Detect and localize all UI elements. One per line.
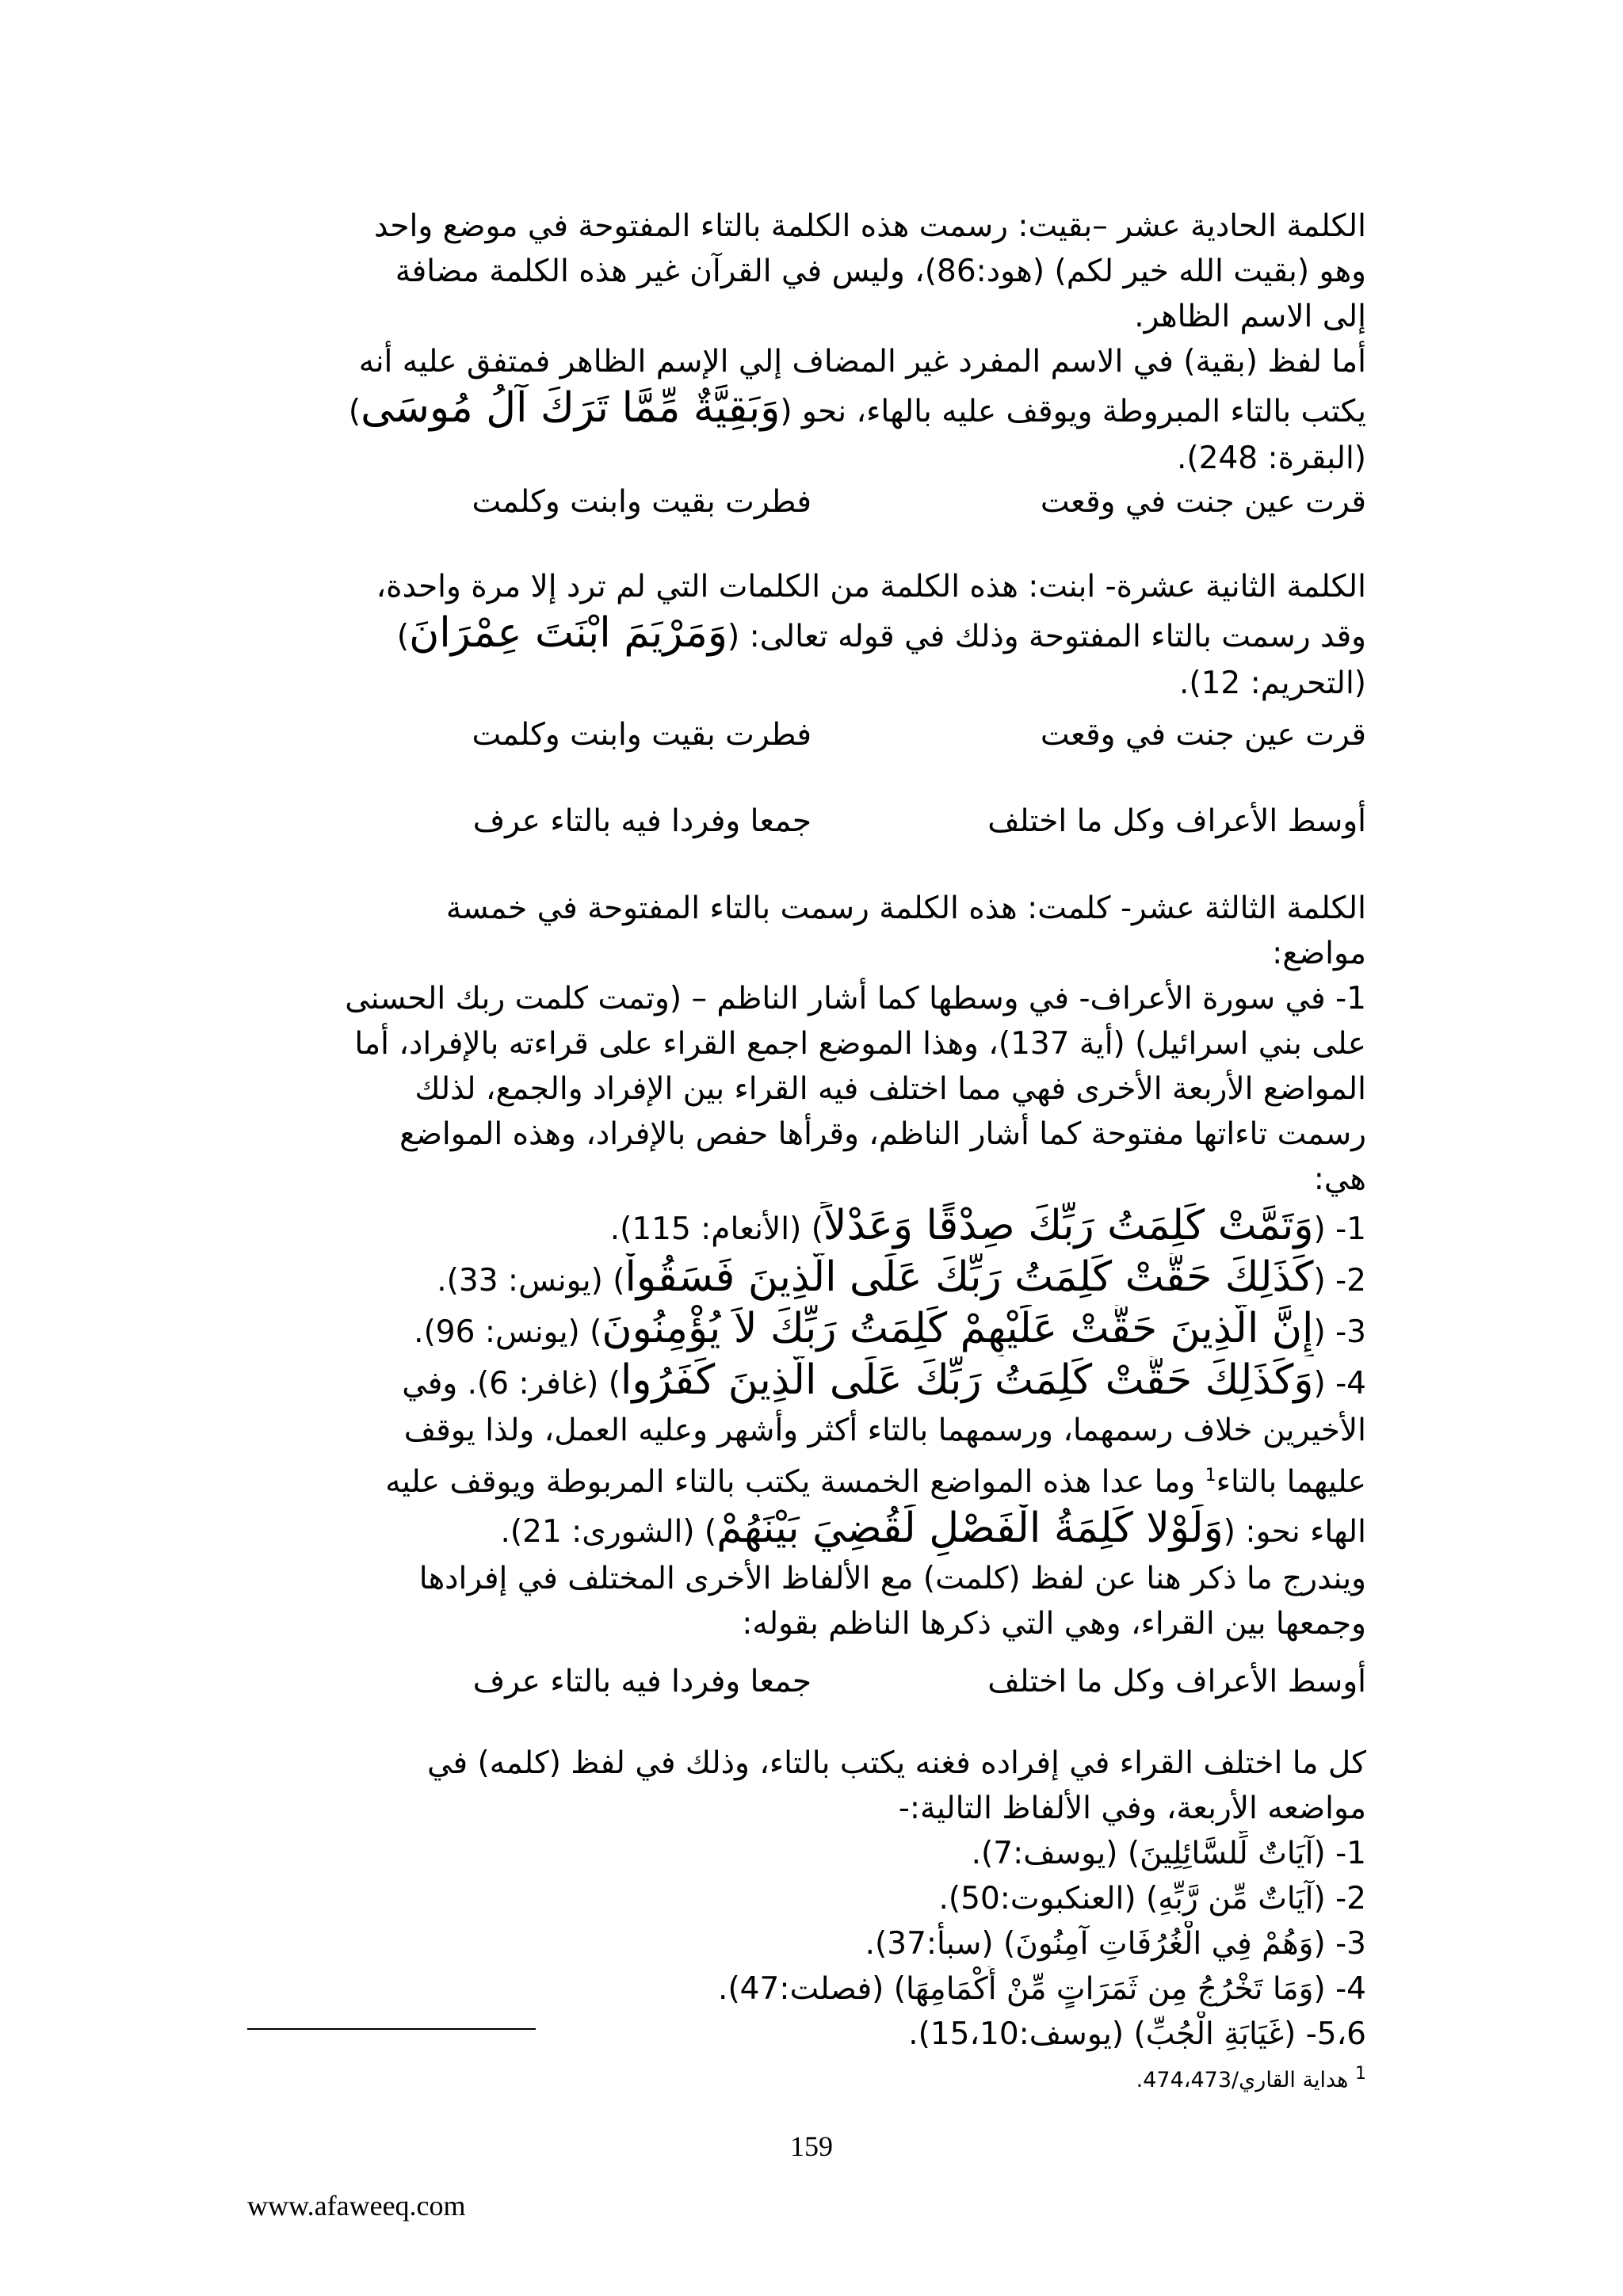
text-line: الكلمة الثانية عشرة- ابنت: هذه الكلمة من الكلمات التي لم ترد إلا مرة واحدة، [376,569,1366,605]
text-line-with-verse: يكتب بالتاء المبروطة ويوقف عليه بالهاء، نحو (وَبَقِيَّةٌ مِّمَّا تَرَكَ آلُ مُوسَى) [348,384,1366,432]
verse-item: 2- (كَذَلِكَ حَقَّتْ كَلِمَتُ رَبِّكَ عَلَى الَّذِينَ فَسَقُواْ) (يونس: 33). [437,1253,1366,1301]
section-twelve [247,564,1366,706]
poem-second-hemistich: فطرت بقيت وابنت وكلمت [472,717,812,753]
text-line: هي: [1313,1161,1366,1197]
text-line: على بني اسرائيل) (أية 137)، وهذا الموضع اجمع القراء على قراءته بالإفراد، أما [354,1026,1366,1062]
verse-reference: (البقرة: 248). [1177,441,1366,476]
poem-verse [247,711,1366,759]
poem-verse [247,798,1366,845]
quran-verse: وَبَقِيَّةٌ مِّمَّا تَرَكَ آلُ مُوسَى [361,384,781,432]
text-line: الأخيرين خلاف رسمهما، ورسمهما بالتاء أكثر وأشهر وعليه العمل، ولذا يوقف [403,1413,1366,1448]
list-item: 5،6- (غَيَابَةِ الْجُبِّ) (يوسف:15،10). [908,2016,1366,2052]
verse-item: 4- (وَكَذَلِكَ حَقَّتْ كَلِمَتُ رَبِّكَ عَلَى الَّذِينَ كَفَرُوا) (غافر: 6). وفي [402,1356,1366,1404]
list-item: 4- (وَمَا تَخْرُجُ مِن ثَمَرَاتٍ مِّنْ أَكْمَامِهَا) (فصلت:47). [718,1971,1366,2007]
footnote-marker[interactable]: 1 [1205,1466,1216,1486]
quran-verse: وَتَمَّتْ كَلِمَتُ رَبِّكَ صِدْقًا وَعَدْلاً [823,1202,1314,1249]
footnote: $^1$ هداية القاري/474،473. [1136,2064,1366,2092]
poem-first-hemistich: قرت عين جنت في وقعت [1040,484,1366,520]
list-item: 3- (وَهُمْ فِي الْغُرُفَاتِ آمِنُونَ) (سبأ:37). [865,1926,1366,1962]
page-number: 159 [790,2130,833,2162]
footnote-divider [247,2028,536,2030]
poem-verse [247,479,1366,526]
footnote-number: 1 [1355,2064,1366,2084]
poem-first-hemistich: أوسط الأعراف وكل ما اختلف [987,803,1366,839]
quran-verse: وَلَوْلا كَلِمَةُ الْفَصْلِ لَقُضِيَ بَيْنَهُمْ [716,1505,1224,1552]
poem-second-hemistich: فطرت بقيت وابنت وكلمت [472,484,812,520]
text-line: أما لفظ (بقية) في الاسم المفرد غير المضاف إلي الإسم الظاهر فمتفق عليه أنه [358,344,1366,379]
text-line-with-verse: الهاء نحو: (وَلَوْلا كَلِمَةُ الْفَصْلِ لَقُضِيَ بَيْنَهُمْ) (الشورى: 21). [500,1505,1366,1552]
quran-verse: إِنَّ الَّذِينَ حَقَّتْ عَلَيْهِمْ كَلِمَتُ رَبِّكَ لاَ يُؤْمِنُونَ [601,1305,1314,1352]
text-line: عليهما بالتاء$^1$ وما عدا هذه المواضع الخمسة يكتب بالتاء المربوطة ويوقف عليه [385,1464,1366,1500]
text-line: وجمعها بين القراء، وهي التي ذكرها الناظم بقوله: [742,1606,1366,1642]
text-line: مواضع: [1272,936,1366,971]
poem-first-hemistich: قرت عين جنت في وقعت [1040,717,1366,753]
text-line: كل ما اختلف القراء في إفراده فغنه يكتب بالتاء، وذلك في لفظ (كلمه) في [427,1745,1366,1781]
section-variant-words [247,1741,1366,2057]
section-thirteen [247,886,1366,1646]
poem-first-hemistich: أوسط الأعراف وكل ما اختلف [987,1664,1366,1699]
text-line: الكلمة الثالثة عشر- كلمت: هذه الكلمة رسمت بالتاء المفتوحة في خمسة [445,891,1366,926]
text-line: مواضعه الأربعة، وفي الألفاظ التالية:- [898,1791,1366,1826]
verse-item: 3- (إِنَّ الَّذِينَ حَقَّتْ عَلَيْهِمْ كَلِمَتُ رَبِّكَ لاَ يُؤْمِنُونَ) (يونس: 96). [414,1305,1366,1352]
text-line-with-verse: وقد رسمت بالتاء المفتوحة وذلك في قوله تعالى: (وَمَرْيَمَ ابْنَتَ عِمْرَانَ) [396,609,1366,657]
text-line: 1- في سورة الأعراف- في وسطها كما أشار الناظم – (وتمت كلمت ربك الحسنى [345,981,1366,1016]
text-line: إلى الاسم الظاهر. [1134,299,1366,334]
text-line: ويندرج ما ذكر هنا عن لفظ (كلمت) مع الألفاظ الأخرى المختلف في إفرادها [418,1561,1366,1596]
text-line: رسمت تاءاتها مفتوحة كما أشار الناظم، وقرأها حفص بالإفراد، وهذه المواضع [399,1116,1366,1152]
quran-verse: كَذَلِكَ حَقَّتْ كَلِمَتُ رَبِّكَ عَلَى الَّذِينَ فَسَقُواْ [624,1253,1314,1301]
poem-verse [247,1658,1366,1706]
quran-verse: وَكَذَلِكَ حَقَّتْ كَلِمَتُ رَبِّكَ عَلَى الَّذِينَ كَفَرُوا [620,1356,1314,1404]
verse-item: 1- (وَتَمَّتْ كَلِمَتُ رَبِّكَ صِدْقًا وَعَدْلاً) (الأنعام: 115). [609,1202,1366,1249]
quran-verse: وَمَرْيَمَ ابْنَتَ عِمْرَانَ [409,609,727,657]
website-url[interactable]: www.afaweeq.com [247,2190,466,2222]
text-line: الكلمة الحادية عشر –بقيت: رسمت هذه الكلمة بالتاء المفتوحة في موضع واحد [373,208,1366,244]
text-line: المواضع الأربعة الأخرى فهي مما اختلف فيه القراء بين الإفراد والجمع، لذلك [414,1071,1366,1107]
list-item: 1- (آيَاتٌ لِّلسَّائِلِينَ) (يوسف:7). [971,1836,1366,1871]
text-line: وهو (بقيت الله خير لكم) (هود:86)، وليس في القرآن غير هذه الكلمة مضافة [395,254,1366,289]
poem-second-hemistich: جمعا وفردا فيه بالتاء عرف [472,803,812,839]
verse-reference: (التحريم: 12). [1178,666,1366,701]
section-eleven [247,204,1366,481]
poem-second-hemistich: جمعا وفردا فيه بالتاء عرف [472,1664,812,1699]
list-item: 2- (آيَاتٌ مِّن رَّبِّهِ) (العنكبوت:50). [938,1881,1366,1917]
